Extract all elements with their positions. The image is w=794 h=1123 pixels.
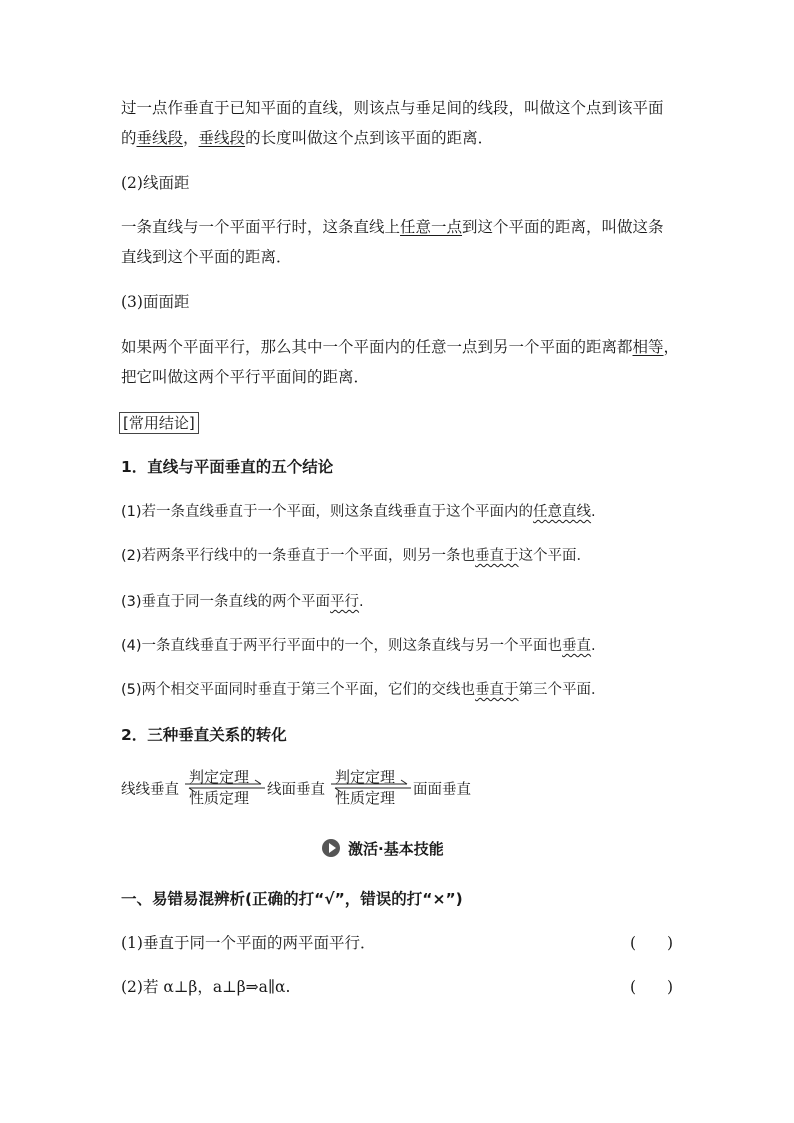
underlined-term: 垂线段 (136, 129, 184, 147)
text: 第三个平面． (518, 682, 606, 698)
text: (5)两个相交平面同时垂直于第三个平面，它们的交线也 (121, 682, 476, 698)
theorem-arrow (329, 766, 413, 806)
arrow-bottom-label: 性质定理 (189, 789, 250, 807)
text: 如果两个平面平行，那么其中一个平面内的任意一点到另一个平面的距离都 (121, 338, 633, 356)
chain-node-plane-plane: 面面垂直 (413, 782, 471, 798)
text: . (591, 638, 596, 654)
exercise-heading: 一、易错易混辨析(正确的打“√”，错误的打“×”) (121, 890, 463, 908)
subheading: (3)面面距 (121, 293, 190, 311)
text: 一条直线与一个平面平行时，这条直线上 (121, 218, 401, 236)
subheading: (2)线面距 (121, 174, 190, 192)
underlined-term: 相等 (632, 338, 664, 356)
chain-node-line-line: 线线垂直 (121, 782, 179, 798)
text: (2)若两条平行线中的一条垂直于一个平面，则另一条也 (121, 548, 476, 564)
underlined-term: 垂直于 (475, 682, 519, 698)
paragraph-line: 过一点作垂直于已知平面的直线，则该点与垂足间的线段，叫做这个点到该平面 (121, 99, 664, 117)
question-item: (1)垂直于同一个平面的两平面平行． (121, 934, 376, 952)
underlined-term: 任意一点 (400, 218, 463, 236)
conclusion-item (121, 636, 596, 656)
underlined-term: 平行 (330, 594, 360, 610)
paragraph-line (121, 337, 679, 357)
conclusion-1-title: 1．直线与平面垂直的五个结论 (121, 458, 334, 476)
text: ， (663, 338, 680, 356)
underlined-term: 垂直于 (475, 548, 519, 564)
question-item: (2)若 α⊥β，a⊥β⇒a∥α. (121, 978, 291, 996)
conclusion-item (121, 546, 591, 566)
underlined-term: 垂直 (562, 638, 592, 654)
underlined-term: 垂线段 (198, 129, 246, 147)
text: 到这个平面的距离，叫做这条 (462, 218, 664, 236)
answer-blank[interactable]: ( ) (630, 978, 674, 996)
conclusion-item (121, 592, 364, 612)
paragraph-line (121, 128, 493, 148)
section-title-text: 激活·基本技能 (348, 840, 444, 858)
conclusion-item (121, 680, 606, 700)
text: 这个平面． (518, 548, 592, 564)
common-conclusions-tag: [常用结论] (119, 412, 199, 434)
text: 的长度叫做这个点到该平面的距离． (245, 129, 494, 147)
text: ， (183, 129, 199, 147)
answer-blank[interactable]: ( ) (630, 934, 674, 952)
conclusion-2-title: 2．三种垂直关系的转化 (121, 726, 287, 744)
arrow-top-label: 判定定理 (335, 768, 396, 786)
chain-node-line-plane: 线面垂直 (267, 782, 325, 798)
section-title (322, 838, 444, 859)
conclusion-item (121, 502, 596, 522)
text: (3)垂直于同一条直线的两个平面 (121, 594, 331, 610)
text: (4)一条直线垂直于两平行平面中的一个，则这条直线与另一个平面也 (121, 638, 563, 654)
arrow-bottom-label: 性质定理 (335, 789, 396, 807)
text: . (591, 504, 596, 520)
text: (1)若一条直线垂直于一个平面，则这条直线垂直于这个平面内的 (121, 504, 534, 520)
theorem-arrow (183, 766, 267, 806)
text: 的 (121, 129, 137, 147)
underlined-term: 任意直线 (533, 504, 592, 520)
play-icon (322, 839, 340, 857)
arrow-top-label: 判定定理 (189, 768, 250, 786)
paragraph-line: 把它叫做这两个平行平面间的距离． (121, 368, 370, 386)
paragraph-line (121, 217, 664, 237)
text: . (359, 594, 364, 610)
paragraph-line: 直线到这个平面的距离． (121, 248, 292, 266)
